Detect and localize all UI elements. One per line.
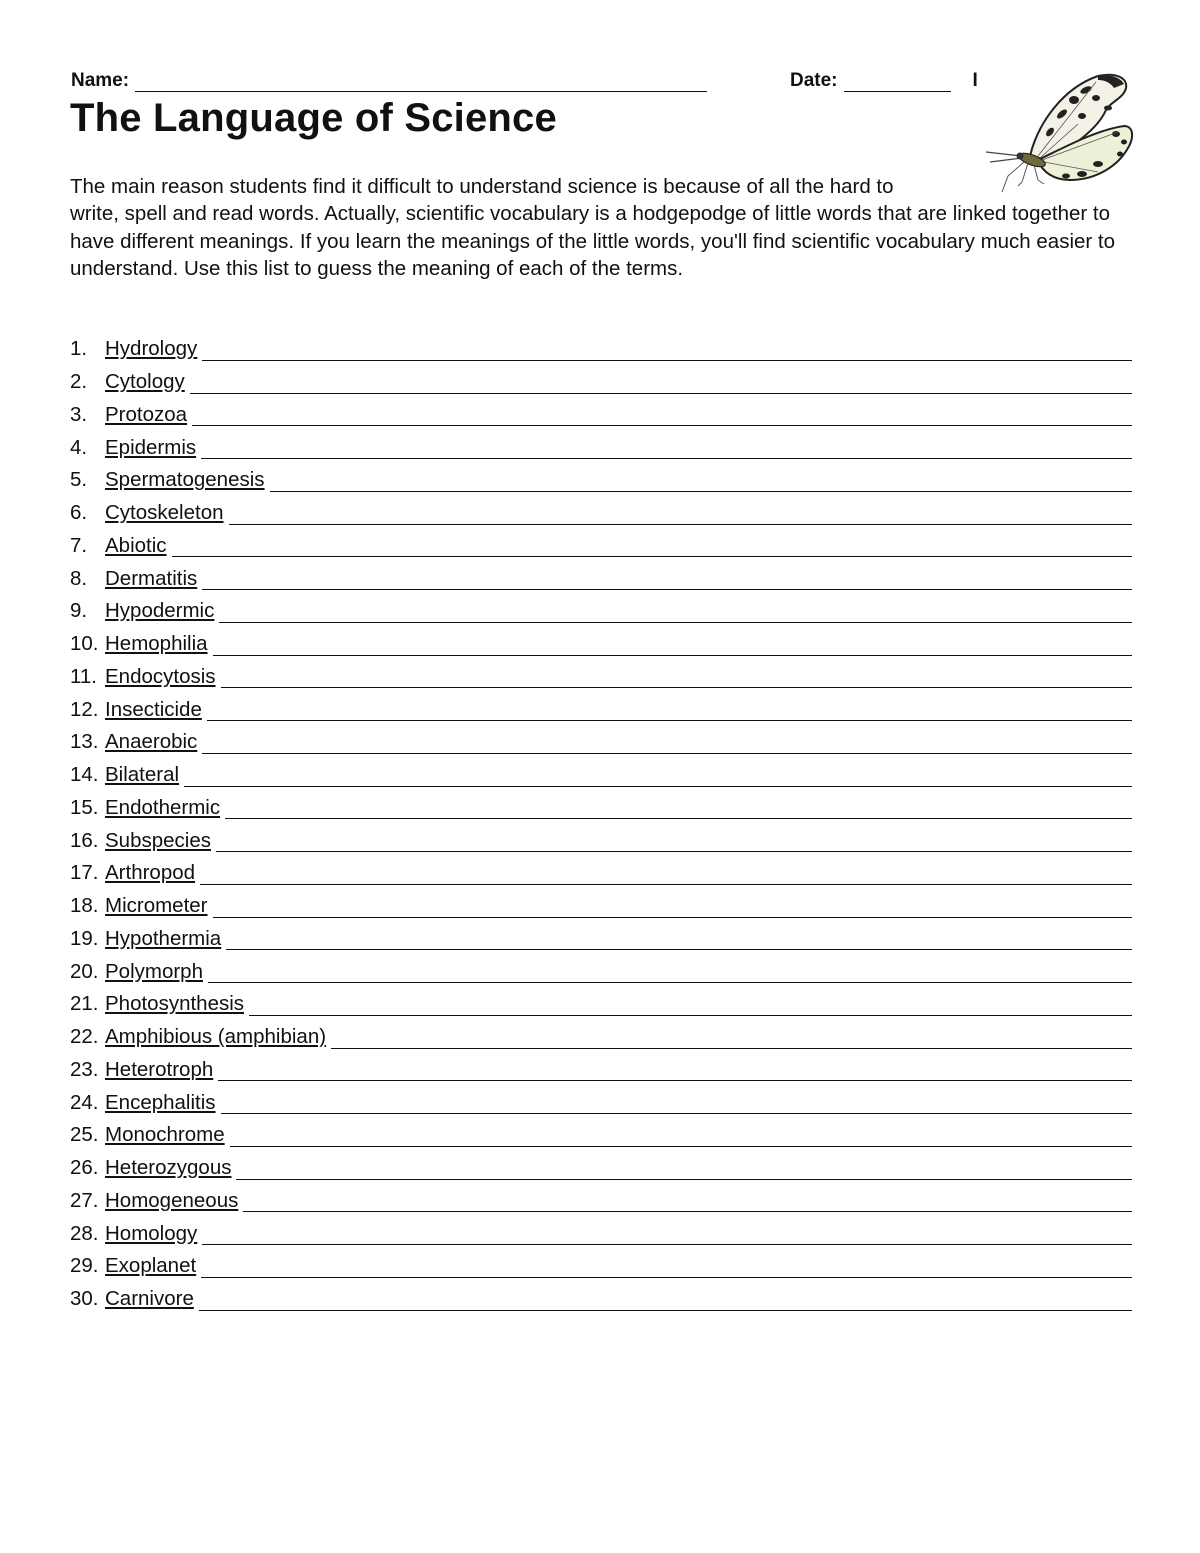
term-number: 11. (70, 664, 97, 688)
term-number: 25. (70, 1123, 99, 1147)
term-word: Dermatitis (105, 566, 198, 590)
term-number: 6. (70, 501, 88, 525)
answer-line[interactable] (208, 960, 1132, 983)
term-word: Subspecies (105, 828, 211, 852)
date-blank-line[interactable] (844, 71, 951, 92)
term-number: 5. (70, 468, 88, 492)
answer-line[interactable] (219, 600, 1132, 623)
term-row (70, 431, 1132, 464)
term-row (70, 890, 1132, 923)
answer-line[interactable] (202, 567, 1132, 590)
term-word: Protozoa (105, 402, 188, 426)
term-word: Arthropod (105, 861, 196, 885)
term-word: Epidermis (105, 435, 197, 459)
answer-line[interactable] (226, 927, 1132, 950)
worksheet-title: The Language of Science (70, 96, 557, 140)
term-word: Heterotroph (105, 1057, 214, 1081)
term-number: 13. (70, 730, 99, 754)
term-row (70, 923, 1132, 956)
answer-line[interactable] (216, 829, 1132, 852)
answer-line[interactable] (172, 534, 1132, 557)
extra-mark: I (972, 70, 978, 91)
term-number: 8. (70, 566, 88, 590)
term-row (70, 595, 1132, 628)
term-number: 24. (70, 1090, 99, 1114)
answer-line[interactable] (199, 1288, 1132, 1311)
term-word: Polymorph (105, 959, 203, 983)
term-row (70, 1185, 1132, 1218)
term-word: Hemophilia (105, 632, 208, 656)
term-number: 27. (70, 1188, 99, 1212)
term-word: Exoplanet (105, 1254, 197, 1278)
term-number: 23. (70, 1057, 99, 1081)
term-word: Hypothermia (105, 926, 222, 950)
answer-line[interactable] (225, 796, 1132, 819)
term-number: 10. (70, 632, 99, 656)
term-number: 18. (70, 894, 99, 918)
term-number: 7. (70, 533, 88, 557)
term-word: Anaerobic (105, 730, 198, 754)
term-number: 20. (70, 959, 99, 983)
answer-line[interactable] (243, 1189, 1132, 1212)
answer-line[interactable] (202, 1222, 1132, 1245)
term-number: 30. (70, 1287, 99, 1311)
term-row (70, 366, 1132, 399)
date-label: Date: (790, 70, 838, 91)
term-number: 22. (70, 1025, 99, 1049)
terms-list (70, 333, 1132, 1316)
name-label: Name: (71, 70, 130, 91)
answer-line[interactable] (202, 731, 1132, 754)
name-blank-line[interactable] (135, 71, 707, 92)
term-number: 16. (70, 828, 99, 852)
term-word: Insecticide (105, 697, 202, 721)
term-row (70, 464, 1132, 497)
term-row (70, 628, 1132, 661)
term-number: 3. (70, 402, 88, 426)
answer-line[interactable] (200, 862, 1132, 885)
intro-paragraph (70, 173, 1132, 283)
answer-line[interactable] (213, 895, 1132, 918)
answer-line[interactable] (331, 1026, 1132, 1049)
term-row (70, 1250, 1132, 1283)
answer-line[interactable] (192, 403, 1132, 426)
answer-line[interactable] (202, 338, 1132, 361)
term-row (70, 1119, 1132, 1152)
term-row (70, 988, 1132, 1021)
term-number: 2. (70, 370, 88, 394)
answer-line[interactable] (249, 993, 1132, 1016)
term-row (70, 333, 1132, 366)
term-number: 21. (70, 992, 99, 1016)
term-row (70, 562, 1132, 595)
term-row (70, 693, 1132, 726)
term-word: Bilateral (105, 763, 180, 787)
term-number: 12. (70, 697, 99, 721)
term-word: Abiotic (105, 533, 167, 557)
term-word: Photosynthesis (105, 992, 245, 1016)
term-number: 26. (70, 1156, 99, 1180)
answer-line[interactable] (221, 1091, 1132, 1114)
term-word: Cytoskeleton (105, 501, 224, 525)
term-word: Heterozygous (105, 1156, 232, 1180)
term-row (70, 759, 1132, 792)
answer-line[interactable] (190, 371, 1132, 394)
term-row (70, 1021, 1132, 1054)
term-row (70, 857, 1132, 890)
intro-text: The main reason students find it difficult to understand science is because of all the hard to write, spell and read words. Actually, scientific vocabulary is a hodgepodge of little words that are linked together to have different meanings. If you learn the meanings of the little words, you'll find scientific vocabulary much easier to understand. Use this list to guess the meaning of each of the terms. (70, 175, 1116, 281)
term-row (70, 726, 1132, 759)
term-row (70, 824, 1132, 857)
answer-line[interactable] (184, 764, 1132, 787)
term-row (70, 955, 1132, 988)
term-row (70, 792, 1132, 825)
answer-line[interactable] (213, 633, 1132, 656)
term-row (70, 1283, 1132, 1316)
term-row (70, 1152, 1132, 1185)
term-word: Homology (105, 1221, 198, 1245)
term-row (70, 530, 1132, 563)
name-field (71, 70, 707, 92)
answer-line[interactable] (229, 502, 1132, 525)
illustration-spacer (942, 173, 1132, 200)
term-row (70, 1086, 1132, 1119)
term-word: Encephalitis (105, 1090, 216, 1114)
term-word: Carnivore (105, 1287, 194, 1311)
term-number: 15. (70, 795, 99, 819)
term-word: Spermatogenesis (105, 468, 265, 492)
answer-line[interactable] (221, 665, 1132, 688)
term-word: Cytology (105, 370, 185, 394)
answer-line[interactable] (230, 1124, 1132, 1147)
term-word: Hydrology (105, 337, 198, 361)
term-number: 1. (70, 337, 88, 361)
answer-line[interactable] (207, 698, 1132, 721)
term-row (70, 399, 1132, 432)
term-number: 19. (70, 926, 99, 950)
answer-line[interactable] (218, 1058, 1132, 1081)
term-word: Micrometer (105, 894, 208, 918)
date-field (790, 70, 978, 92)
term-row (70, 661, 1132, 694)
answer-line[interactable] (236, 1157, 1132, 1180)
answer-line[interactable] (201, 436, 1132, 459)
term-number: 28. (70, 1221, 99, 1245)
term-row (70, 497, 1132, 530)
term-number: 17. (70, 861, 99, 885)
term-word: Endothermic (105, 795, 221, 819)
term-word: Endocytosis (105, 664, 216, 688)
term-number: 29. (70, 1254, 99, 1278)
answer-line[interactable] (270, 469, 1132, 492)
term-number: 4. (70, 435, 88, 459)
term-word: Homogeneous (105, 1188, 239, 1212)
term-word: Hypodermic (105, 599, 215, 623)
term-row (70, 1054, 1132, 1087)
term-word: Amphibious (amphibian) (105, 1025, 327, 1049)
term-word: Monochrome (105, 1123, 225, 1147)
answer-line[interactable] (201, 1255, 1132, 1278)
term-number: 9. (70, 599, 88, 623)
term-row (70, 1217, 1132, 1250)
term-number: 14. (70, 763, 99, 787)
